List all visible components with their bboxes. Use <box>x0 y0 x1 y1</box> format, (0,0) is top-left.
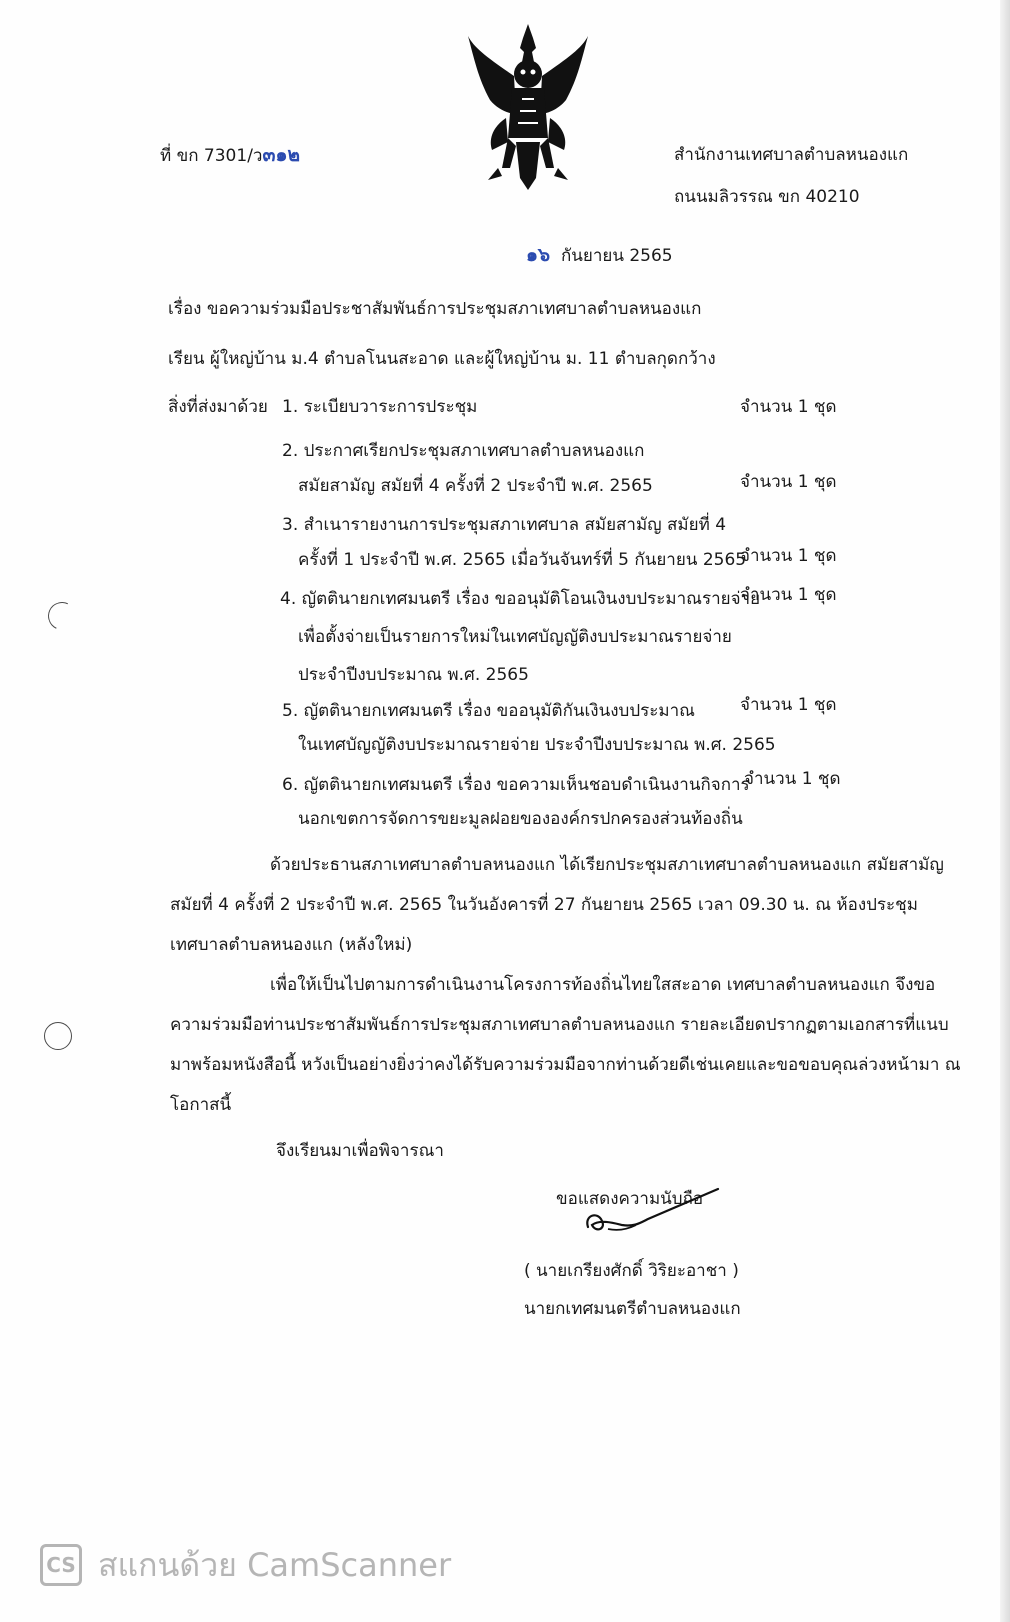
enclosure-5-line-2: ในเทศบัญญัติงบประมาณรายจ่าย ประจำปีงบประมาณ พ.ศ. 2565 <box>298 735 776 755</box>
enclosure-2-qty: จำนวน 1 ชุด <box>740 472 837 492</box>
hole-punch-mark-1 <box>44 598 80 634</box>
enclosure-1-qty: จำนวน 1 ชุด <box>740 397 837 417</box>
enclosure-4-line-2: เพื่อตั้งจ่ายเป็นรายการใหม่ในเทศบัญญัติงบประมาณรายจ่าย <box>298 627 732 647</box>
enclosure-4-line-1: 4. ญัตตินายกเทศมนตรี เรื่อง ขออนุมัติโอนเงินงบประมาณรายจ่าย <box>280 589 761 609</box>
camscanner-logo-icon: CS <box>40 1544 82 1586</box>
enclosure-4-line-3: ประจำปีงบประมาณ พ.ศ. 2565 <box>298 665 529 685</box>
para2-line-4: โอกาสนี้ <box>170 1095 232 1115</box>
handwritten-signature <box>578 1185 728 1245</box>
signatory-position: นายกเทศมนตรีตำบลหนองแก <box>524 1299 741 1319</box>
reference-number <box>160 144 300 167</box>
subject: เรื่อง ขอความร่วมมือประชาสัมพันธ์การประชุมสภาเทศบาลตำบลหนองแก <box>168 299 702 319</box>
page-edge-shadow <box>1000 0 1010 1622</box>
para2-line-2: ความร่วมมือท่านประชาสัมพันธ์การประชุมสภาเทศบาลตำบลหนองแก รายละเอียดปรากฏตามเอกสารที่แนบ <box>170 1015 949 1035</box>
para1-line-3: เทศบาลตำบลหนองแก (หลังใหม่) <box>170 935 413 955</box>
signatory-name: ( นายเกรียงศักดิ์ วิริยะอาชา ) <box>524 1261 739 1281</box>
enclosure-4-qty: จำนวน 1 ชุด <box>740 585 837 605</box>
reference-handwritten-number: ๓๑๒ <box>262 144 301 166</box>
recipient: เรียน ผู้ใหญ่บ้าน ม.4 ตำบลโนนสะอาด และผู้ใหญ่บ้าน ม. 11 ตำบลกุดกว้าง <box>168 349 716 369</box>
para1-line-1: ด้วยประธานสภาเทศบาลตำบลหนองแก ได้เรียกประชุมสภาเทศบาลตำบลหนองแก สมัยสามัญ <box>270 855 944 875</box>
regards-text: ขอแสดงความนับถือ <box>556 1189 704 1209</box>
enclosure-2-line-2: สมัยสามัญ สมัยที่ 4 ครั้งที่ 2 ประจำปี พ.ศ. 2565 <box>298 476 653 496</box>
date-handwritten-day: ๑๖ <box>526 244 551 266</box>
sender-office: สำนักงานเทศบาลตำบลหนองแก <box>674 145 909 165</box>
enclosures-label: สิ่งที่ส่งมาด้วย <box>168 397 268 417</box>
enclosure-3-line-1: 3. สำเนารายงานการประชุมสภาเทศบาล สมัยสามัญ สมัยที่ 4 <box>282 515 727 535</box>
para2-line-1: เพื่อให้เป็นไปตามการดำเนินงานโครงการท้องถิ่นไทยใสสะอาด เทศบาลตำบลหนองแก จึงขอ <box>270 975 936 995</box>
document-date <box>526 244 673 267</box>
camscanner-watermark <box>40 1542 451 1588</box>
enclosure-3-line-2: ครั้งที่ 1 ประจำปี พ.ศ. 2565 เมื่อวันจันทร์ที่ 5 กันยายน 2565 <box>298 550 747 570</box>
para1-line-2: สมัยที่ 4 ครั้งที่ 2 ประจำปี พ.ศ. 2565 ในวันอังคารที่ 27 กันยายน 2565 เวลา 09.30 น. ณ ห้องประชุม <box>170 895 918 915</box>
enclosure-5-qty: จำนวน 1 ชุด <box>740 695 837 715</box>
enclosure-6-qty: จำนวน 1 ชุด <box>744 769 841 789</box>
sender-address: ถนนมลิวรรณ ขก 40210 <box>674 187 860 207</box>
hole-punch-mark-2 <box>44 1022 72 1050</box>
enclosure-6-line-1: 6. ญัตตินายกเทศมนตรี เรื่อง ขอความเห็นชอบดำเนินงานกิจการ <box>282 775 750 795</box>
garuda-emblem <box>468 18 588 194</box>
para2-line-3: มาพร้อมหนังสือนี้ หวังเป็นอย่างยิ่งว่าคงได้รับความร่วมมือจากท่านด้วยดีเช่นเคยและขอขอบคุณล่วงหน้ามา ณ <box>170 1055 961 1075</box>
camscanner-text: สแกนด้วย CamScanner <box>98 1545 452 1584</box>
enclosure-6-line-2: นอกเขตการจัดการขยะมูลฝอยขององค์กรปกครองส่วนท้องถิ่น <box>298 809 743 829</box>
enclosure-2-line-1: 2. ประกาศเรียกประชุมสภาเทศบาลตำบลหนองแก <box>282 441 645 461</box>
closing-line: จึงเรียนมาเพื่อพิจารณา <box>276 1141 444 1161</box>
reference-prefix: ที่ ขก 7301/ว <box>160 146 263 166</box>
enclosure-3-qty: จำนวน 1 ชุด <box>740 546 837 566</box>
enclosure-1-line-1: 1. ระเบียบวาระการประชุม <box>282 397 478 417</box>
enclosure-5-line-1: 5. ญัตตินายกเทศมนตรี เรื่อง ขออนุมัติกันเงินงบประมาณ <box>282 701 695 721</box>
date-month-year: กันยายน 2565 <box>560 246 673 266</box>
